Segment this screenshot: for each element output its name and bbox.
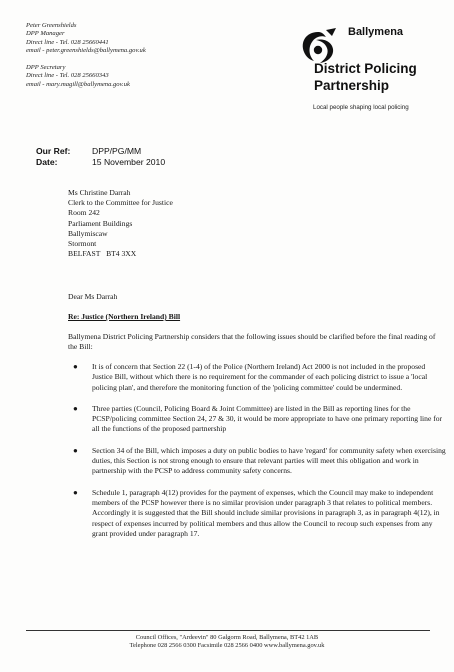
subject-line: Re: Justice (Northern Ireland) Bill: [68, 312, 181, 321]
logo-tagline: Local people shaping local policing: [313, 104, 409, 111]
footer: [0, 634, 454, 650]
issue-text: It is of concern that Section 22 (1-4) of the Police (Northern Ireland) Act 2000 is not included in the proposed Justice Bill, without which there is no requirement for the commander of each policing district to issue a 'local policing plan', and therefore the monitoring function of the 'policing committee' could be undermined.: [92, 362, 428, 392]
recipient-title: Clerk to the Committee for Justice: [68, 198, 173, 208]
bullet-icon: ●: [73, 445, 78, 455]
list-item: [68, 488, 446, 539]
footer-address: Council Offices, "Ardeevin" 80 Galgorm Road, Ballymena, BT42 1AB: [135, 634, 319, 641]
recipient-place: Stormont: [68, 239, 97, 249]
intro-paragraph: Ballymena District Policing Partnership considers that the following issues should be clarified before the final reading of the Bill:: [68, 332, 436, 352]
date-row: [36, 157, 165, 168]
logo-organisation-name: [314, 60, 417, 94]
issues-list: [68, 362, 446, 539]
recipient-area: Ballymiscaw: [68, 228, 108, 238]
issue-text: Section 34 of the Bill, which imposes a duty on public bodies to have 'regard' for community safety when exercising duties, this Section is not strong enough to ensure that relevant parties will meet this obligation and work in partnership with the PCSP to address community safety concerns.: [92, 445, 446, 476]
date-value: 15 November 2010: [92, 157, 166, 167]
manager-email: email - peter.greenshields@ballymena.gov.uk: [26, 46, 146, 54]
recipient-address: [68, 188, 173, 259]
logo-line-ballymena: Ballymena: [348, 26, 404, 38]
our-ref-label: Our Ref:: [36, 146, 71, 156]
list-item: [68, 446, 446, 477]
issue-text: Three parties (Council, Policing Board & Joint Committee) are listed in the Bill as reporting lines for the PCSP/policing committee Section 24, 27 & 30, it would be more appropriate to have one primary reporting line for all the functions of the proposed partnership: [92, 403, 443, 434]
issue-text: Schedule 1, paragraph 4(12) provides for the payment of expenses, which the Council may make to independent members of the PCSP however there is no similar provision under paragraph 3 that relates to political members. Accordingly it is suggested that the Bill should include similar provisions in paragraph 3, as in paragraph 4(12), in respect of expenses incurred by political members and thus allow the Council to recoup such expenses from any grant provided under paragraph 17.: [92, 487, 440, 538]
secretary-phone: Direct line - Tel. 028 25660343: [26, 72, 109, 80]
dpp-logo: [296, 16, 446, 112]
our-ref-value: DPP/PG/MM: [92, 146, 142, 156]
list-item: [68, 404, 446, 435]
recipient-city: BELFAST: [68, 249, 101, 259]
recipient-postcode: BT4 3XX: [106, 249, 137, 259]
date-label: Date:: [36, 157, 58, 167]
recipient-room: Room 242: [68, 208, 100, 218]
recipient-name: Ms Christine Darrah: [68, 188, 131, 197]
logo-line-partnership: Partnership: [314, 78, 390, 93]
our-ref-row: [36, 146, 165, 157]
salutation: Dear Ms Darrah: [68, 292, 118, 301]
bullet-icon: ●: [73, 362, 78, 371]
bullet-icon: ●: [73, 487, 78, 497]
secretary-email: email - mary.magill@ballymena.gov.uk: [26, 80, 130, 88]
footer-contact: Telephone 028 2566 0300 Facsimile 028 2566 0400 www.ballymena.gov.uk: [129, 642, 325, 649]
manager-phone: Direct line - Tel. 028 25660441: [26, 38, 109, 46]
logo-line-district-policing: District Policing: [314, 61, 417, 76]
bullet-icon: ●: [73, 403, 78, 413]
footer-divider: [26, 630, 430, 631]
recipient-building: Parliament Buildings: [68, 218, 133, 228]
manager-title: DPP Manager: [26, 30, 65, 38]
reference-block: [36, 146, 165, 168]
sender-contact-block: [26, 22, 216, 89]
recipient-city-line: [68, 249, 173, 259]
list-item: [68, 362, 446, 393]
manager-name: Peter Greenshields: [26, 22, 77, 29]
secretary-title: DPP Secretary: [26, 64, 66, 72]
